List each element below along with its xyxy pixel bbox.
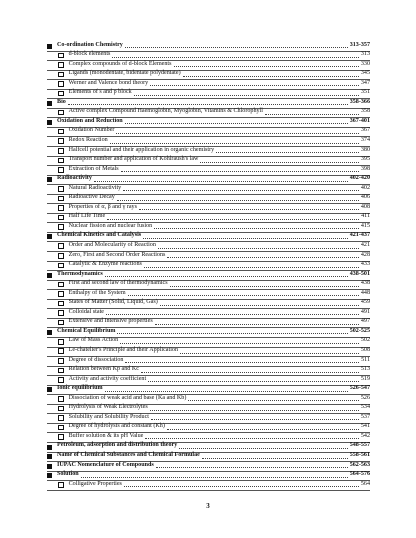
dot-leader <box>151 419 359 420</box>
toc-entry-pages: 562-563 <box>349 461 370 468</box>
dot-leader <box>154 228 359 229</box>
filled-square-bullet-icon <box>47 454 52 459</box>
toc-entry-title: Relation between Kp and Kc <box>68 366 139 373</box>
filled-square-bullet-icon <box>47 44 52 49</box>
hollow-square-bullet-icon <box>58 339 64 345</box>
dot-leader <box>188 400 358 401</box>
toc-entry-title: Law of Mass Action <box>68 337 119 344</box>
toc-entry-title: Petroleum, adsorption and distribution theory <box>57 442 178 449</box>
hollow-square-bullet-icon <box>58 196 64 202</box>
toc-entry-pages: 313 <box>360 51 370 58</box>
dot-leader <box>116 133 358 134</box>
hollow-square-bullet-icon <box>58 434 64 440</box>
hollow-square-bullet-icon <box>58 406 64 412</box>
toc-entry-pages: 497 <box>360 318 370 325</box>
toc-entry-pages: 564-576 <box>349 471 370 478</box>
toc-entry-pages: 542 <box>360 432 370 439</box>
toc-entry-title: IUPAC Nomenclature of Compounds <box>57 461 154 468</box>
toc-entry-title: Dissociation of weak acid and base (Ka and Kb) <box>68 394 187 401</box>
toc-entry-pages: 345 <box>360 70 370 77</box>
toc-entry-pages: 421 <box>360 241 370 248</box>
dot-leader <box>145 438 359 439</box>
toc-entry-pages: 534 <box>360 404 370 411</box>
hollow-square-bullet-icon <box>58 224 64 230</box>
toc-entry-title: Activity and activity coefficient <box>68 375 147 382</box>
dot-leader <box>150 410 359 411</box>
page-number: 3 <box>206 502 210 510</box>
filled-square-bullet-icon <box>47 445 52 450</box>
filled-square-bullet-icon <box>47 330 52 335</box>
toc-entry-pages: 459 <box>360 299 370 306</box>
toc-entry-pages: 402-420 <box>349 175 370 182</box>
dot-leader <box>125 47 348 48</box>
toc-entry-title: Half Life Time <box>68 213 106 220</box>
toc-entry-title: Natural Radioactivity <box>68 184 122 191</box>
hollow-square-bullet-icon <box>58 310 64 316</box>
hollow-square-bullet-icon <box>58 482 64 488</box>
hollow-square-bullet-icon <box>58 110 64 116</box>
hollow-square-bullet-icon <box>58 320 64 326</box>
toc-entry-title: Thermodynamics <box>57 270 103 277</box>
toc-entry-pages: 438-501 <box>349 270 370 277</box>
dot-leader <box>183 76 359 77</box>
hollow-square-bullet-icon <box>58 377 64 383</box>
toc-entry-title: Extraction of Metals <box>68 165 119 172</box>
toc-entry-title: Solubility and Solubility Product <box>68 413 150 420</box>
toc-entry-pages: 358 <box>360 108 370 115</box>
dot-leader <box>120 343 359 344</box>
toc-entry-title: Halfcell potential and their application in organic chemistry <box>68 146 215 153</box>
hollow-square-bullet-icon <box>58 253 64 259</box>
toc-entry-title: Radioactivity <box>57 175 92 182</box>
dot-leader <box>265 114 359 115</box>
dot-leader <box>68 104 348 105</box>
toc-entry-pages: 438 <box>360 280 370 287</box>
table-of-contents <box>47 42 370 491</box>
toc-entry-title: Ligands (monodentate, bidentate polydentate) <box>68 70 181 77</box>
toc-entry-title: Buffer solution & its pH Value <box>68 432 144 439</box>
toc-entry-pages: 367 <box>360 127 370 134</box>
toc-entry-title: Transport number and application of Kohlraush's law <box>68 156 199 163</box>
dot-leader <box>180 353 359 354</box>
hollow-square-bullet-icon <box>58 396 64 402</box>
toc-entry-pages: 433 <box>360 261 370 268</box>
toc-entry-pages: 502-525 <box>349 327 370 334</box>
hollow-square-bullet-icon <box>58 72 64 78</box>
toc-entry-title: Co-ordination Chemistry <box>57 41 123 48</box>
toc-entry-title: Le-chatelier's Principle and their Application <box>68 347 178 353</box>
hollow-square-bullet-icon <box>58 282 64 288</box>
dot-leader <box>170 286 359 287</box>
toc-entry-pages: 351 <box>360 89 370 96</box>
hollow-square-bullet-icon <box>58 81 64 87</box>
filled-square-bullet-icon <box>47 101 52 106</box>
hollow-square-bullet-icon <box>58 291 64 297</box>
toc-entry-title: Order and Molecularity of Reaction <box>68 241 156 248</box>
dot-leader <box>105 391 348 392</box>
dot-leader <box>105 276 348 277</box>
hollow-square-bullet-icon <box>58 301 64 307</box>
toc-entry-pages: 526 <box>360 394 370 401</box>
dot-leader <box>123 190 359 191</box>
dot-leader <box>148 381 359 382</box>
toc-entry-pages: 408 <box>360 203 370 210</box>
filled-square-bullet-icon <box>47 120 52 125</box>
toc-entry-pages: 358-366 <box>349 98 370 105</box>
filled-square-bullet-icon <box>47 177 52 182</box>
toc-entry-title: Redox Reaction <box>68 136 108 143</box>
hollow-square-bullet-icon <box>58 62 64 68</box>
dot-leader <box>125 362 359 363</box>
toc-entry-title: Name of Chemical Substances and Chemical Formulae <box>57 452 200 459</box>
dot-leader <box>125 123 348 124</box>
toc-entry-pages: 313-357 <box>349 41 370 48</box>
toc-entry-title: Radioactive Decay <box>68 194 115 201</box>
toc-entry-pages: 415 <box>360 222 370 229</box>
dot-leader <box>107 219 359 220</box>
dot-leader <box>117 333 347 334</box>
toc-entry-title: Ionic equilibrium <box>57 385 103 392</box>
filled-square-bullet-icon <box>47 273 52 278</box>
toc-entry-title: Solution <box>57 471 79 478</box>
hollow-square-bullet-icon <box>58 129 64 135</box>
hollow-square-bullet-icon <box>58 186 64 192</box>
dot-leader <box>160 305 359 306</box>
toc-entry-title: Nuclear fission and nuclear fusion <box>68 222 153 229</box>
hollow-square-bullet-icon <box>58 358 64 364</box>
toc-entry-pages: 537 <box>360 413 370 420</box>
dot-leader <box>134 95 359 96</box>
dot-leader <box>179 448 347 449</box>
toc-entry-pages: 421-437 <box>349 232 370 239</box>
toc-entry-pages: 380 <box>360 146 370 153</box>
dot-leader <box>200 162 358 163</box>
hollow-square-bullet-icon <box>58 243 64 249</box>
dot-leader <box>117 200 359 201</box>
hollow-square-bullet-icon <box>58 53 64 59</box>
dot-leader <box>110 143 359 144</box>
toc-topic-row[interactable] <box>47 481 370 491</box>
toc-entry-pages: 541 <box>360 423 370 430</box>
toc-entry-pages: 491 <box>360 308 370 315</box>
toc-entry-title: Werner and Valence bond theory <box>68 79 149 86</box>
toc-entry-pages: 508 <box>360 347 370 353</box>
toc-entry-title: Enthalpy of the System <box>68 289 126 296</box>
toc-entry-pages: 374 <box>360 136 370 143</box>
hollow-square-bullet-icon <box>58 138 64 144</box>
toc-entry-title: States of Matter (Solid, Liquid, Gas) <box>68 299 158 306</box>
filled-square-bullet-icon <box>47 473 52 478</box>
dot-leader <box>144 267 359 268</box>
toc-entry-title: Degree of hydrolysis and constant (Kh) <box>68 423 165 430</box>
toc-entry-pages: 367-401 <box>349 117 370 124</box>
hollow-square-bullet-icon <box>58 148 64 154</box>
toc-entry-title: Active complex Compound Haemoglobin, Myoglobin, Vitamins & Chlorophyll <box>68 108 263 115</box>
filled-square-bullet-icon <box>47 387 52 392</box>
dot-leader <box>81 477 348 478</box>
dot-leader <box>156 467 348 468</box>
dot-leader <box>216 152 359 153</box>
toc-entry-title: Hydrolysis of Weak Electrolytes <box>68 404 148 411</box>
toc-entry-pages: 511 <box>361 356 370 363</box>
hollow-square-bullet-icon <box>58 263 64 269</box>
toc-entry-pages: 402 <box>360 184 370 191</box>
hollow-square-bullet-icon <box>58 205 64 211</box>
hollow-square-bullet-icon <box>58 415 64 421</box>
toc-topic-row[interactable] <box>47 166 370 176</box>
toc-entry-title: Chemical Equilibrium <box>57 327 116 334</box>
toc-entry-title: d-block elements <box>68 51 111 58</box>
toc-entry-pages: 428 <box>360 251 370 258</box>
toc-entry-title: Oxidation and Reduction <box>57 117 123 124</box>
filled-square-bullet-icon <box>47 464 52 469</box>
toc-entry-title: Chemical Kinetics and Catalysis <box>57 232 142 239</box>
toc-entry-title: Oxidation Number <box>68 127 115 134</box>
dot-leader <box>94 181 348 182</box>
dot-leader <box>150 85 359 86</box>
dot-leader <box>155 324 359 325</box>
hollow-square-bullet-icon <box>58 91 64 97</box>
hollow-square-bullet-icon <box>58 167 64 173</box>
dot-leader <box>121 171 359 172</box>
hollow-square-bullet-icon <box>58 348 64 354</box>
toc-entry-title: Degree of dissociation <box>68 356 124 363</box>
toc-entry-title: Colloidal state <box>68 308 104 315</box>
toc-entry-title: Elements of s and p block <box>68 89 132 96</box>
dot-leader <box>106 314 359 315</box>
toc-entry-pages: 513 <box>360 366 370 373</box>
toc-entry-pages: 448 <box>360 289 370 296</box>
toc-entry-title: Extensive and Intensive properties <box>68 318 153 325</box>
dot-leader <box>124 486 359 487</box>
toc-entry-pages: 411 <box>361 213 370 220</box>
dot-leader <box>139 209 359 210</box>
filled-square-bullet-icon <box>47 234 52 239</box>
dot-leader <box>202 458 348 459</box>
hollow-square-bullet-icon <box>58 158 64 164</box>
toc-topic-row[interactable] <box>47 90 370 100</box>
dot-leader <box>167 257 358 258</box>
toc-entry-title: Colligative Properties <box>68 480 122 487</box>
hollow-square-bullet-icon <box>58 368 64 374</box>
toc-entry-pages: 398 <box>360 165 370 172</box>
toc-entry-pages: 502 <box>360 337 370 344</box>
toc-entry-title: Properties of α, β and γ rays <box>68 203 137 210</box>
toc-entry-pages: 347 <box>360 79 370 86</box>
toc-entry-pages: 564 <box>360 480 370 487</box>
toc-entry-pages: 406 <box>360 194 370 201</box>
toc-entry-pages: 526-547 <box>349 385 370 392</box>
toc-entry-pages: 519 <box>360 375 370 382</box>
toc-entry-pages: 330 <box>360 60 370 67</box>
toc-entry-title: Complex compounds of d-block Elements <box>68 60 172 67</box>
toc-entry-pages: 558-561 <box>349 452 370 459</box>
toc-chapter-row[interactable] <box>47 462 370 472</box>
hollow-square-bullet-icon <box>58 215 64 221</box>
dot-leader <box>112 57 358 58</box>
dot-leader <box>167 429 359 430</box>
toc-entry-pages: 548-557 <box>349 442 370 449</box>
dot-leader <box>174 66 359 67</box>
dot-leader <box>128 295 359 296</box>
toc-entry-pages: 395 <box>360 156 370 163</box>
dot-leader <box>158 248 359 249</box>
toc-entry-title: Catalytic & Enzyme reactions <box>68 261 142 268</box>
hollow-square-bullet-icon <box>58 425 64 431</box>
dot-leader <box>141 372 359 373</box>
toc-entry-title: Zero, First and Second Order Reactions <box>68 251 166 258</box>
toc-entry-title: Bio <box>57 98 66 105</box>
toc-entry-title: First and second law of thermodynamics <box>68 280 168 287</box>
dot-leader <box>143 238 348 239</box>
